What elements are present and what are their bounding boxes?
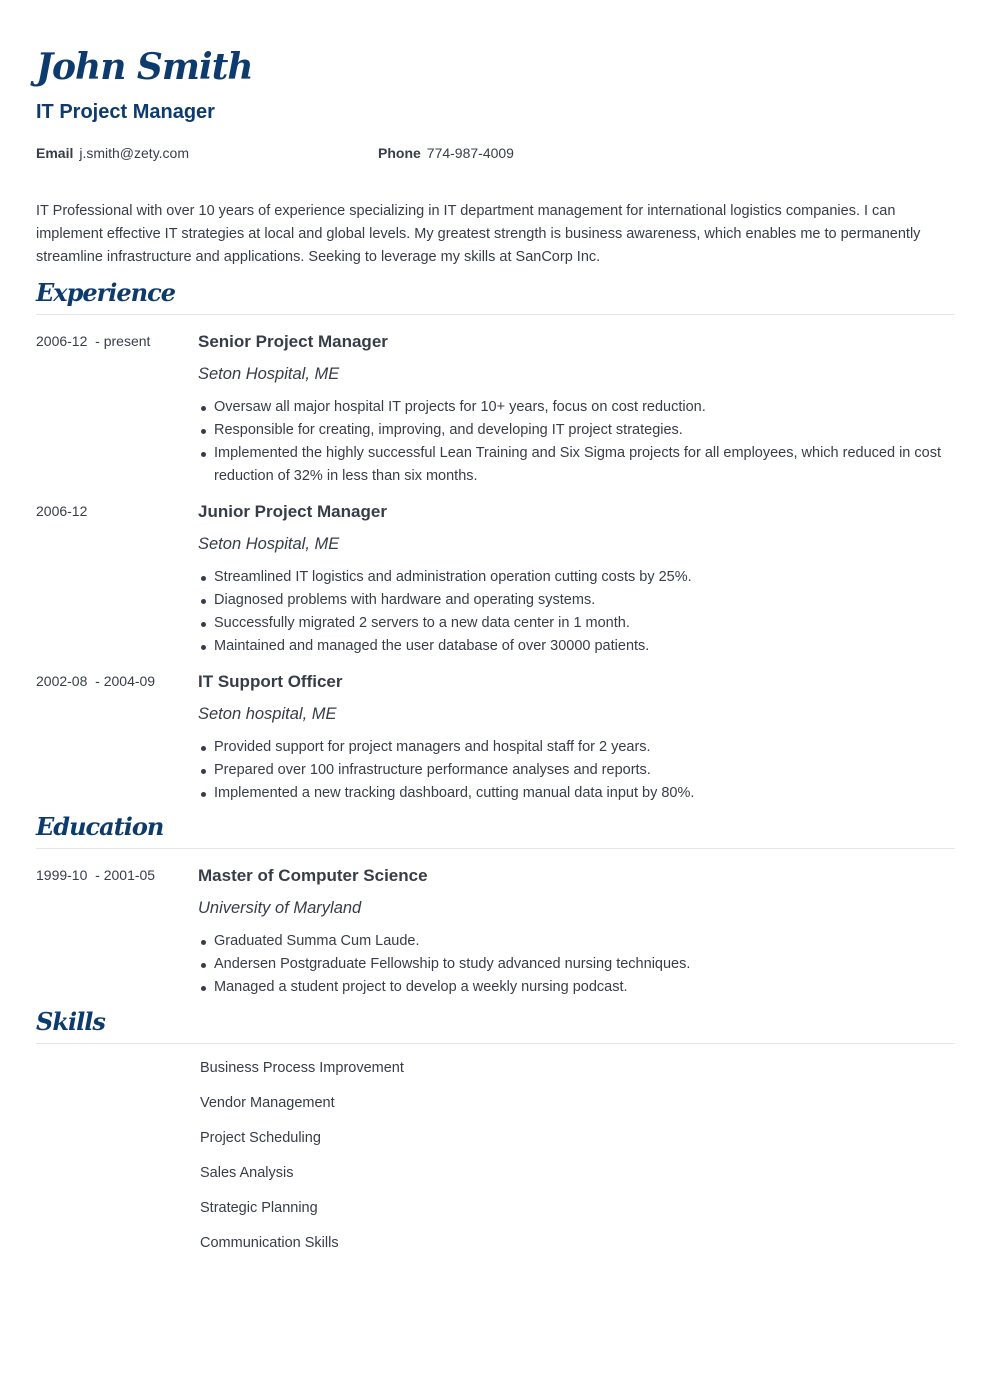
education-section-heading <box>36 812 955 849</box>
contact-phone <box>378 144 514 162</box>
skill-item: Vendor Management <box>200 1095 335 1111</box>
experience-section-heading <box>36 278 955 315</box>
entry-organization: Seton Hospital, ME <box>198 365 340 383</box>
entry-body <box>198 502 955 658</box>
bullet-item: Prepared over 100 infrastructure performance analyses and reports. <box>198 759 955 782</box>
entry-organization: Seton hospital, ME <box>198 705 337 723</box>
candidate-job-title: IT Project Manager <box>36 101 215 123</box>
entry-title: Master of Computer Science <box>198 866 428 885</box>
entry-title: Junior Project Manager <box>198 502 387 521</box>
entry-date: 2006-12 <box>36 503 88 519</box>
skills-heading-text: Skills <box>36 1007 105 1036</box>
entry-bullet-list <box>198 566 955 658</box>
skill-item: Strategic Planning <box>200 1200 318 1216</box>
entry-title: Senior Project Manager <box>198 332 388 351</box>
entry-bullet-list <box>198 396 955 488</box>
phone-label: Phone <box>378 145 421 161</box>
skill-item: Sales Analysis <box>200 1165 294 1181</box>
bullet-item: Implemented the highly successful Lean Training and Six Sigma projects for all employees, which reduced in cost reduction of 32% in less than six months. <box>198 442 955 488</box>
bullet-item: Graduated Summa Cum Laude. <box>198 930 955 953</box>
entry-date: 2002-08 - 2004-09 <box>36 673 156 689</box>
entry-body <box>198 332 955 488</box>
bullet-item: Maintained and managed the user database of over 30000 patients. <box>198 635 955 658</box>
entry-bullet-list <box>198 930 955 999</box>
entry-body <box>198 866 955 999</box>
skill-item: Business Process Improvement <box>200 1060 404 1076</box>
entry-organization: Seton Hospital, ME <box>198 535 340 553</box>
skill-item: Communication Skills <box>200 1235 339 1251</box>
bullet-item: Oversaw all major hospital IT projects for 10+ years, focus on cost reduction. <box>198 396 955 419</box>
candidate-name: John Smith <box>36 46 253 88</box>
bullet-item: Managed a student project to develop a weekly nursing podcast. <box>198 976 955 999</box>
skills-list <box>200 1059 404 1269</box>
entry-bullet-list <box>198 736 955 805</box>
entry-title: IT Support Officer <box>198 672 343 691</box>
skill-item: Project Scheduling <box>200 1130 321 1146</box>
bullet-item: Successfully migrated 2 servers to a new data center in 1 month. <box>198 612 955 635</box>
bullet-item: Streamlined IT logistics and administration operation cutting costs by 25%. <box>198 566 955 589</box>
bullet-item: Provided support for project managers and hospital staff for 2 years. <box>198 736 955 759</box>
contact-email <box>36 144 189 162</box>
entry-body <box>198 672 955 805</box>
profile-summary: IT Professional with over 10 years of experience specializing in IT department management for international logistics companies. I can implement effective IT strategies at local and global levels. My greatest strength is business awareness, which enables me to permanently streamline infrastructure and applications. Seeking to leverage my skills at SanCorp Inc. <box>36 203 921 265</box>
bullet-item: Responsible for creating, improving, and developing IT project strategies. <box>198 419 955 442</box>
email-value: j.smith@zety.com <box>79 145 189 161</box>
entry-date: 1999-10 - 2001-05 <box>36 867 156 883</box>
email-label: Email <box>36 145 74 161</box>
education-heading-text: Education <box>36 812 164 841</box>
skills-section-heading <box>36 1007 955 1044</box>
entry-organization: University of Maryland <box>198 899 362 917</box>
bullet-item: Implemented a new tracking dashboard, cutting manual data input by 80%. <box>198 782 955 805</box>
bullet-item: Andersen Postgraduate Fellowship to study advanced nursing techniques. <box>198 953 955 976</box>
bullet-item: Diagnosed problems with hardware and operating systems. <box>198 589 955 612</box>
phone-value: 774-987-4009 <box>426 145 514 161</box>
experience-heading-text: Experience <box>36 278 176 307</box>
entry-date: 2006-12 - present <box>36 333 151 349</box>
